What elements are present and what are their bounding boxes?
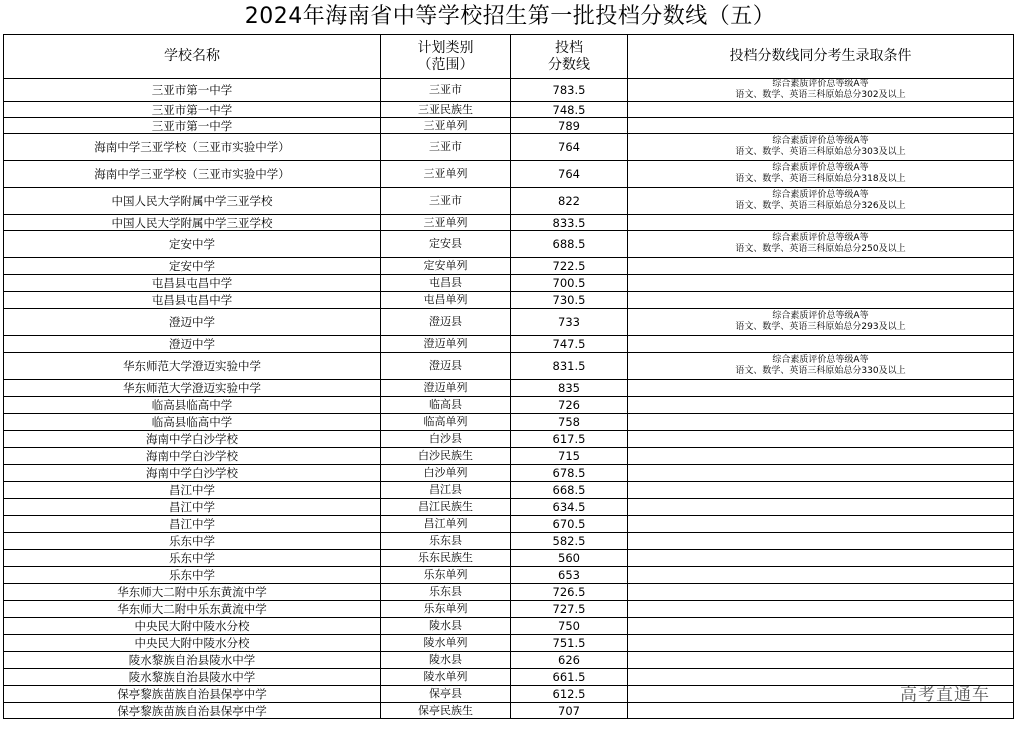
score-cell: 715 [511, 448, 628, 465]
condition-cell [628, 448, 1014, 465]
score-cell: 617.5 [511, 431, 628, 448]
table-row [4, 118, 1014, 134]
score-cell: 758 [511, 414, 628, 431]
score-cell: 726.5 [511, 584, 628, 601]
header-score-line2: 分数线 [548, 56, 590, 73]
table-row [4, 499, 1014, 516]
category-cell: 澄迈单列 [381, 336, 511, 353]
table-row [4, 465, 1014, 482]
category-cell: 白沙单列 [381, 465, 511, 482]
school-cell: 华东师范大学澄迈实验中学 [4, 353, 381, 380]
condition-cell [628, 516, 1014, 533]
page-title: 2024年海南省中等学校招生第一批投档分数线（五） [244, 4, 776, 29]
school-cell: 昌江中学 [4, 499, 381, 516]
score-cell: 751.5 [511, 635, 628, 652]
condition-line-grade: 综合素质评价总等级A等 [772, 190, 869, 200]
school-cell: 海南中学白沙学校 [4, 448, 381, 465]
school-cell: 乐东中学 [4, 533, 381, 550]
condition-cell [628, 397, 1014, 414]
table-row [4, 448, 1014, 465]
category-cell: 白沙县 [381, 431, 511, 448]
score-cell: 833.5 [511, 215, 628, 231]
table-row [4, 353, 1014, 380]
table-row [4, 414, 1014, 431]
table-row [4, 482, 1014, 499]
condition-line-grade: 综合素质评价总等级A等 [772, 233, 869, 243]
table-row [4, 669, 1014, 686]
watermark-text: 高考直通车 [900, 685, 990, 705]
school-cell: 临高县临高中学 [4, 397, 381, 414]
condition-cell [628, 652, 1014, 669]
category-cell: 三亚市 [381, 79, 511, 102]
condition-cell [628, 353, 1014, 380]
school-cell: 海南中学白沙学校 [4, 465, 381, 482]
category-cell: 临高单列 [381, 414, 511, 431]
table-row [4, 686, 1014, 703]
school-cell: 澄迈中学 [4, 309, 381, 336]
table-row [4, 703, 1014, 719]
table-row [4, 258, 1014, 275]
score-cell: 700.5 [511, 275, 628, 292]
school-cell: 中央民大附中陵水分校 [4, 618, 381, 635]
score-cell: 612.5 [511, 686, 628, 703]
school-cell: 临高县临高中学 [4, 414, 381, 431]
condition-cell [628, 258, 1014, 275]
table-row [4, 336, 1014, 353]
score-cell: 733 [511, 309, 628, 336]
category-cell: 昌江民族生 [381, 499, 511, 516]
condition-line-score: 语文、数学、英语三科原始总分302及以上 [735, 90, 906, 100]
header-category-line1: 计划类别 [417, 39, 474, 56]
category-cell: 陵水单列 [381, 669, 511, 686]
category-cell: 乐东县 [381, 533, 511, 550]
category-cell: 保亭民族生 [381, 703, 511, 719]
table-row [4, 102, 1014, 118]
score-cell: 835 [511, 380, 628, 397]
condition-line-score: 语文、数学、英语三科原始总分303及以上 [735, 147, 906, 157]
school-cell: 屯昌县屯昌中学 [4, 275, 381, 292]
condition-line-grade: 综合素质评价总等级A等 [772, 311, 869, 321]
score-cell: 582.5 [511, 533, 628, 550]
school-cell: 屯昌县屯昌中学 [4, 292, 381, 309]
condition-line-score: 语文、数学、英语三科原始总分330及以上 [735, 366, 906, 376]
table-row [4, 431, 1014, 448]
school-cell: 乐东中学 [4, 550, 381, 567]
score-cell: 653 [511, 567, 628, 584]
header-score-line1: 投档 [555, 39, 583, 56]
school-cell: 华东师范大学澄迈实验中学 [4, 380, 381, 397]
condition-line-grade: 综合素质评价总等级A等 [772, 163, 869, 173]
school-cell: 保亭黎族苗族自治县保亭中学 [4, 703, 381, 719]
condition-line-score: 语文、数学、英语三科原始总分250及以上 [735, 244, 906, 254]
category-cell: 三亚市 [381, 188, 511, 215]
condition-line-grade: 综合素质评价总等级A等 [772, 355, 869, 365]
table-row [4, 652, 1014, 669]
score-cell: 670.5 [511, 516, 628, 533]
category-cell: 三亚单列 [381, 161, 511, 188]
score-cell: 764 [511, 134, 628, 161]
category-cell: 昌江单列 [381, 516, 511, 533]
school-cell: 陵水黎族自治县陵水中学 [4, 652, 381, 669]
table-row [4, 550, 1014, 567]
score-cell: 668.5 [511, 482, 628, 499]
score-cell: 726 [511, 397, 628, 414]
category-cell: 陵水县 [381, 618, 511, 635]
header-school: 学校名称 [4, 35, 381, 79]
condition-cell [628, 499, 1014, 516]
condition-line-score: 语文、数学、英语三科原始总分326及以上 [735, 201, 906, 211]
header-category [381, 35, 511, 79]
header-condition: 投档分数线同分考生录取条件 [628, 35, 1014, 79]
category-cell: 澄迈单列 [381, 380, 511, 397]
condition-cell [628, 431, 1014, 448]
condition-cell [628, 188, 1014, 215]
table-row [4, 292, 1014, 309]
condition-cell [628, 601, 1014, 618]
category-cell: 白沙民族生 [381, 448, 511, 465]
school-cell: 陵水黎族自治县陵水中学 [4, 669, 381, 686]
condition-cell [628, 465, 1014, 482]
school-cell: 中央民大附中陵水分校 [4, 635, 381, 652]
school-cell: 中国人民大学附属中学三亚学校 [4, 188, 381, 215]
table-row [4, 516, 1014, 533]
score-table [3, 34, 1014, 719]
table-row [4, 231, 1014, 258]
school-cell: 海南中学白沙学校 [4, 431, 381, 448]
condition-cell [628, 309, 1014, 336]
condition-cell [628, 336, 1014, 353]
condition-cell [628, 275, 1014, 292]
table-row [4, 584, 1014, 601]
score-cell: 764 [511, 161, 628, 188]
condition-cell [628, 482, 1014, 499]
category-cell: 澄迈县 [381, 309, 511, 336]
score-cell: 727.5 [511, 601, 628, 618]
school-cell: 乐东中学 [4, 567, 381, 584]
score-cell: 730.5 [511, 292, 628, 309]
school-cell: 中国人民大学附属中学三亚学校 [4, 215, 381, 231]
school-cell: 三亚市第一中学 [4, 79, 381, 102]
condition-cell [628, 231, 1014, 258]
condition-line-grade: 综合素质评价总等级A等 [772, 136, 869, 146]
school-cell: 定安中学 [4, 231, 381, 258]
header-score [511, 35, 628, 79]
score-cell: 783.5 [511, 79, 628, 102]
header-category-line2: （范围） [417, 56, 474, 73]
category-cell: 乐东单列 [381, 567, 511, 584]
table-row [4, 601, 1014, 618]
category-cell: 临高县 [381, 397, 511, 414]
school-cell: 华东师大二附中乐东黄流中学 [4, 584, 381, 601]
score-cell: 688.5 [511, 231, 628, 258]
school-cell: 昌江中学 [4, 482, 381, 499]
school-cell: 保亭黎族苗族自治县保亭中学 [4, 686, 381, 703]
score-cell: 626 [511, 652, 628, 669]
school-cell: 三亚市第一中学 [4, 118, 381, 134]
condition-line-score: 语文、数学、英语三科原始总分293及以上 [735, 322, 906, 332]
category-cell: 保亭县 [381, 686, 511, 703]
score-cell: 831.5 [511, 353, 628, 380]
table-row [4, 215, 1014, 231]
score-cell: 747.5 [511, 336, 628, 353]
category-cell: 三亚市 [381, 134, 511, 161]
table-row [4, 567, 1014, 584]
table-row [4, 618, 1014, 635]
table-row [4, 635, 1014, 652]
table-row [4, 161, 1014, 188]
score-cell: 789 [511, 118, 628, 134]
table-row [4, 79, 1014, 102]
school-cell: 定安中学 [4, 258, 381, 275]
condition-cell [628, 380, 1014, 397]
score-cell: 722.5 [511, 258, 628, 275]
category-cell: 乐东民族生 [381, 550, 511, 567]
score-cell: 750 [511, 618, 628, 635]
condition-cell [628, 533, 1014, 550]
table-row [4, 134, 1014, 161]
category-cell: 三亚单列 [381, 118, 511, 134]
category-cell: 昌江县 [381, 482, 511, 499]
condition-cell [628, 414, 1014, 431]
school-cell: 三亚市第一中学 [4, 102, 381, 118]
category-cell: 陵水县 [381, 652, 511, 669]
condition-cell [628, 118, 1014, 134]
condition-cell [628, 161, 1014, 188]
score-cell: 678.5 [511, 465, 628, 482]
score-cell: 707 [511, 703, 628, 719]
condition-cell [628, 134, 1014, 161]
category-cell: 三亚单列 [381, 215, 511, 231]
category-cell: 陵水单列 [381, 635, 511, 652]
school-cell: 华东师大二附中乐东黄流中学 [4, 601, 381, 618]
category-cell: 屯昌单列 [381, 292, 511, 309]
category-cell: 定安单列 [381, 258, 511, 275]
category-cell: 屯昌县 [381, 275, 511, 292]
table-row [4, 533, 1014, 550]
table-row [4, 397, 1014, 414]
condition-cell [628, 215, 1014, 231]
condition-cell [628, 79, 1014, 102]
condition-line-score: 语文、数学、英语三科原始总分318及以上 [735, 174, 906, 184]
score-cell: 661.5 [511, 669, 628, 686]
condition-cell [628, 567, 1014, 584]
school-cell: 海南中学三亚学校（三亚市实验中学） [4, 161, 381, 188]
table-row [4, 309, 1014, 336]
score-cell: 560 [511, 550, 628, 567]
score-cell: 748.5 [511, 102, 628, 118]
category-cell: 澄迈县 [381, 353, 511, 380]
score-cell: 822 [511, 188, 628, 215]
condition-line-grade: 综合素质评价总等级A等 [772, 79, 869, 89]
condition-cell [628, 292, 1014, 309]
school-cell: 昌江中学 [4, 516, 381, 533]
score-cell: 634.5 [511, 499, 628, 516]
condition-cell [628, 635, 1014, 652]
category-cell: 定安县 [381, 231, 511, 258]
school-cell: 澄迈中学 [4, 336, 381, 353]
table-row [4, 275, 1014, 292]
category-cell: 乐东单列 [381, 601, 511, 618]
condition-cell [628, 584, 1014, 601]
category-cell: 乐东县 [381, 584, 511, 601]
table-row [4, 188, 1014, 215]
condition-cell [628, 550, 1014, 567]
header-row [4, 35, 1014, 79]
condition-cell [628, 618, 1014, 635]
condition-cell [628, 102, 1014, 118]
school-cell: 海南中学三亚学校（三亚市实验中学） [4, 134, 381, 161]
table-row [4, 380, 1014, 397]
category-cell: 三亚民族生 [381, 102, 511, 118]
